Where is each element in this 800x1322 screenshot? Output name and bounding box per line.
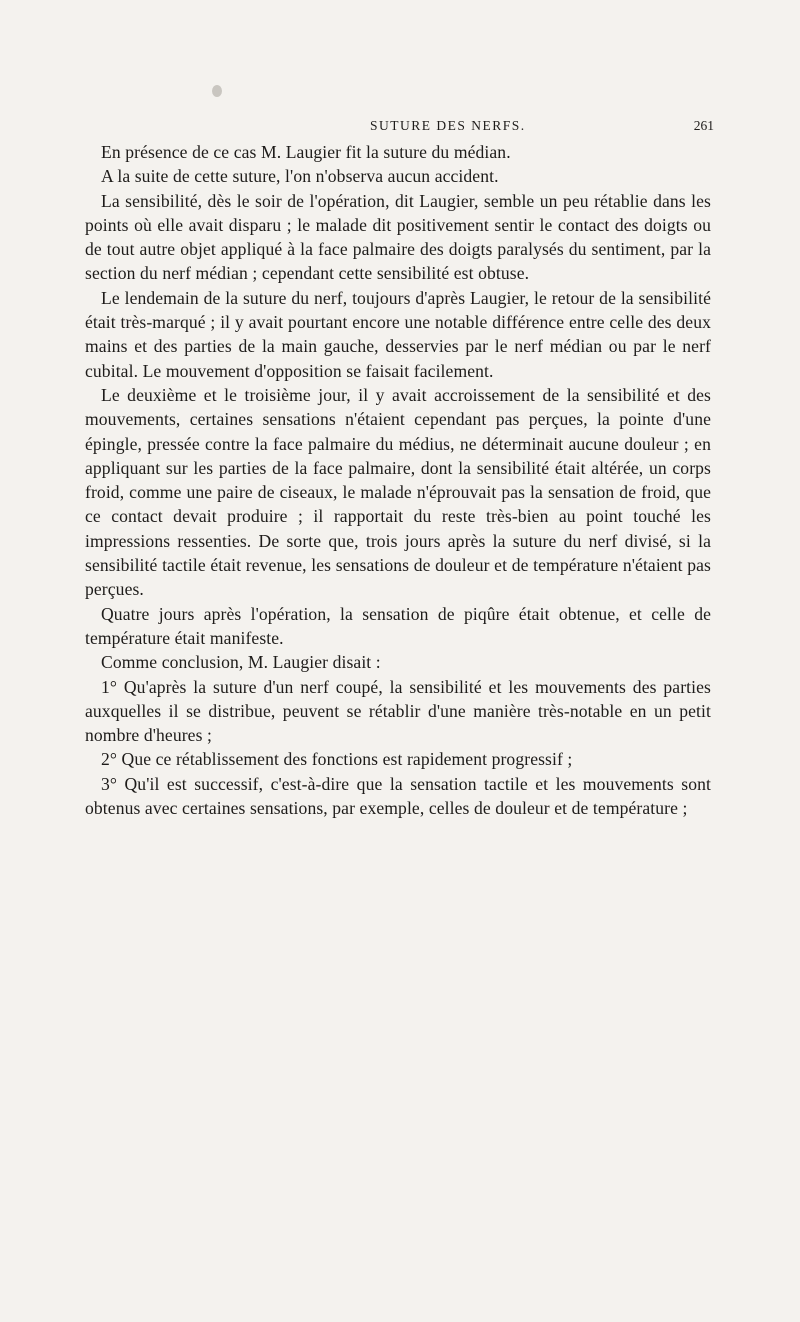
page-number: 261 xyxy=(693,118,714,133)
paragraph: A la suite de cette suture, l'on n'observa aucun accident. xyxy=(101,166,499,187)
body-text xyxy=(85,140,711,820)
paragraph: Comme conclusion, M. Laugier disait : xyxy=(101,652,381,673)
paragraph: Quatre jours après l'opération, la sensation de piqûre était obtenue, et celle de température était manifeste. xyxy=(85,603,711,648)
paragraph: 1° Qu'après la suture d'un nerf coupé, la sensibilité et les mouvements des parties auxquelles il se distribue, peuvent se rétablir d'une manière très-notable en un petit nombre d'heures ; xyxy=(85,676,711,746)
paragraph: Le lendemain de la suture du nerf, toujours d'après Laugier, le retour de la sensibilité était très-marqué ; il y avait pourtant encore une notable différence entre celle des deux mains et des parties de la main gauche, desservies par le nerf médian ou par le nerf cubital. Le mouvement d'opposition se faisait facilement. xyxy=(85,287,711,381)
paragraph: 2° Que ce rétablissement des fonctions est rapidement progressif ; xyxy=(101,749,573,770)
paragraph: La sensibilité, dès le soir de l'opération, dit Laugier, semble un peu rétablie dans les points où elle avait disparu ; le malade dit positivement sentir le contact des doigts ou de tout autre objet appliqué à la face palmaire des doigts paralysés du sentiment, par la section du nerf médian ; cependant cette sensibilité est obtuse. xyxy=(85,190,711,284)
paragraph: 3° Qu'il est successif, c'est-à-dire que la sensation tactile et les mouvements sont obtenus avec certaines sensations, par exemple, celles de douleur et de température ; xyxy=(85,773,711,819)
paragraph: Le deuxième et le troisième jour, il y avait accroissement de la sensibilité et des mouvements, certaines sensations n'étaient cependant pas perçues, la pointe d'une épingle, pressée contre la face palmaire du médius, ne déterminait aucune douleur ; en appliquant sur les parties de la face palmaire, dont la sensibilité était altérée, un corps froid, comme une paire de ciseaux, le malade n'éprouvait pas la sensation de froid, que ce contact devait produire ; il rapportait du reste très-bien au point touché les impressions ressenties. De sorte que, trois jours après la suture du nerf divisé, si la sensibilité tactile était revenue, les sensations de douleur et de température n'étaient pas perçues. xyxy=(85,384,711,600)
page-header xyxy=(0,118,800,138)
paper-speck xyxy=(212,85,222,97)
paragraph: En présence de ce cas M. Laugier fit la suture du médian. xyxy=(101,142,511,162)
running-title: SUTURE DES NERFS. xyxy=(370,118,526,133)
